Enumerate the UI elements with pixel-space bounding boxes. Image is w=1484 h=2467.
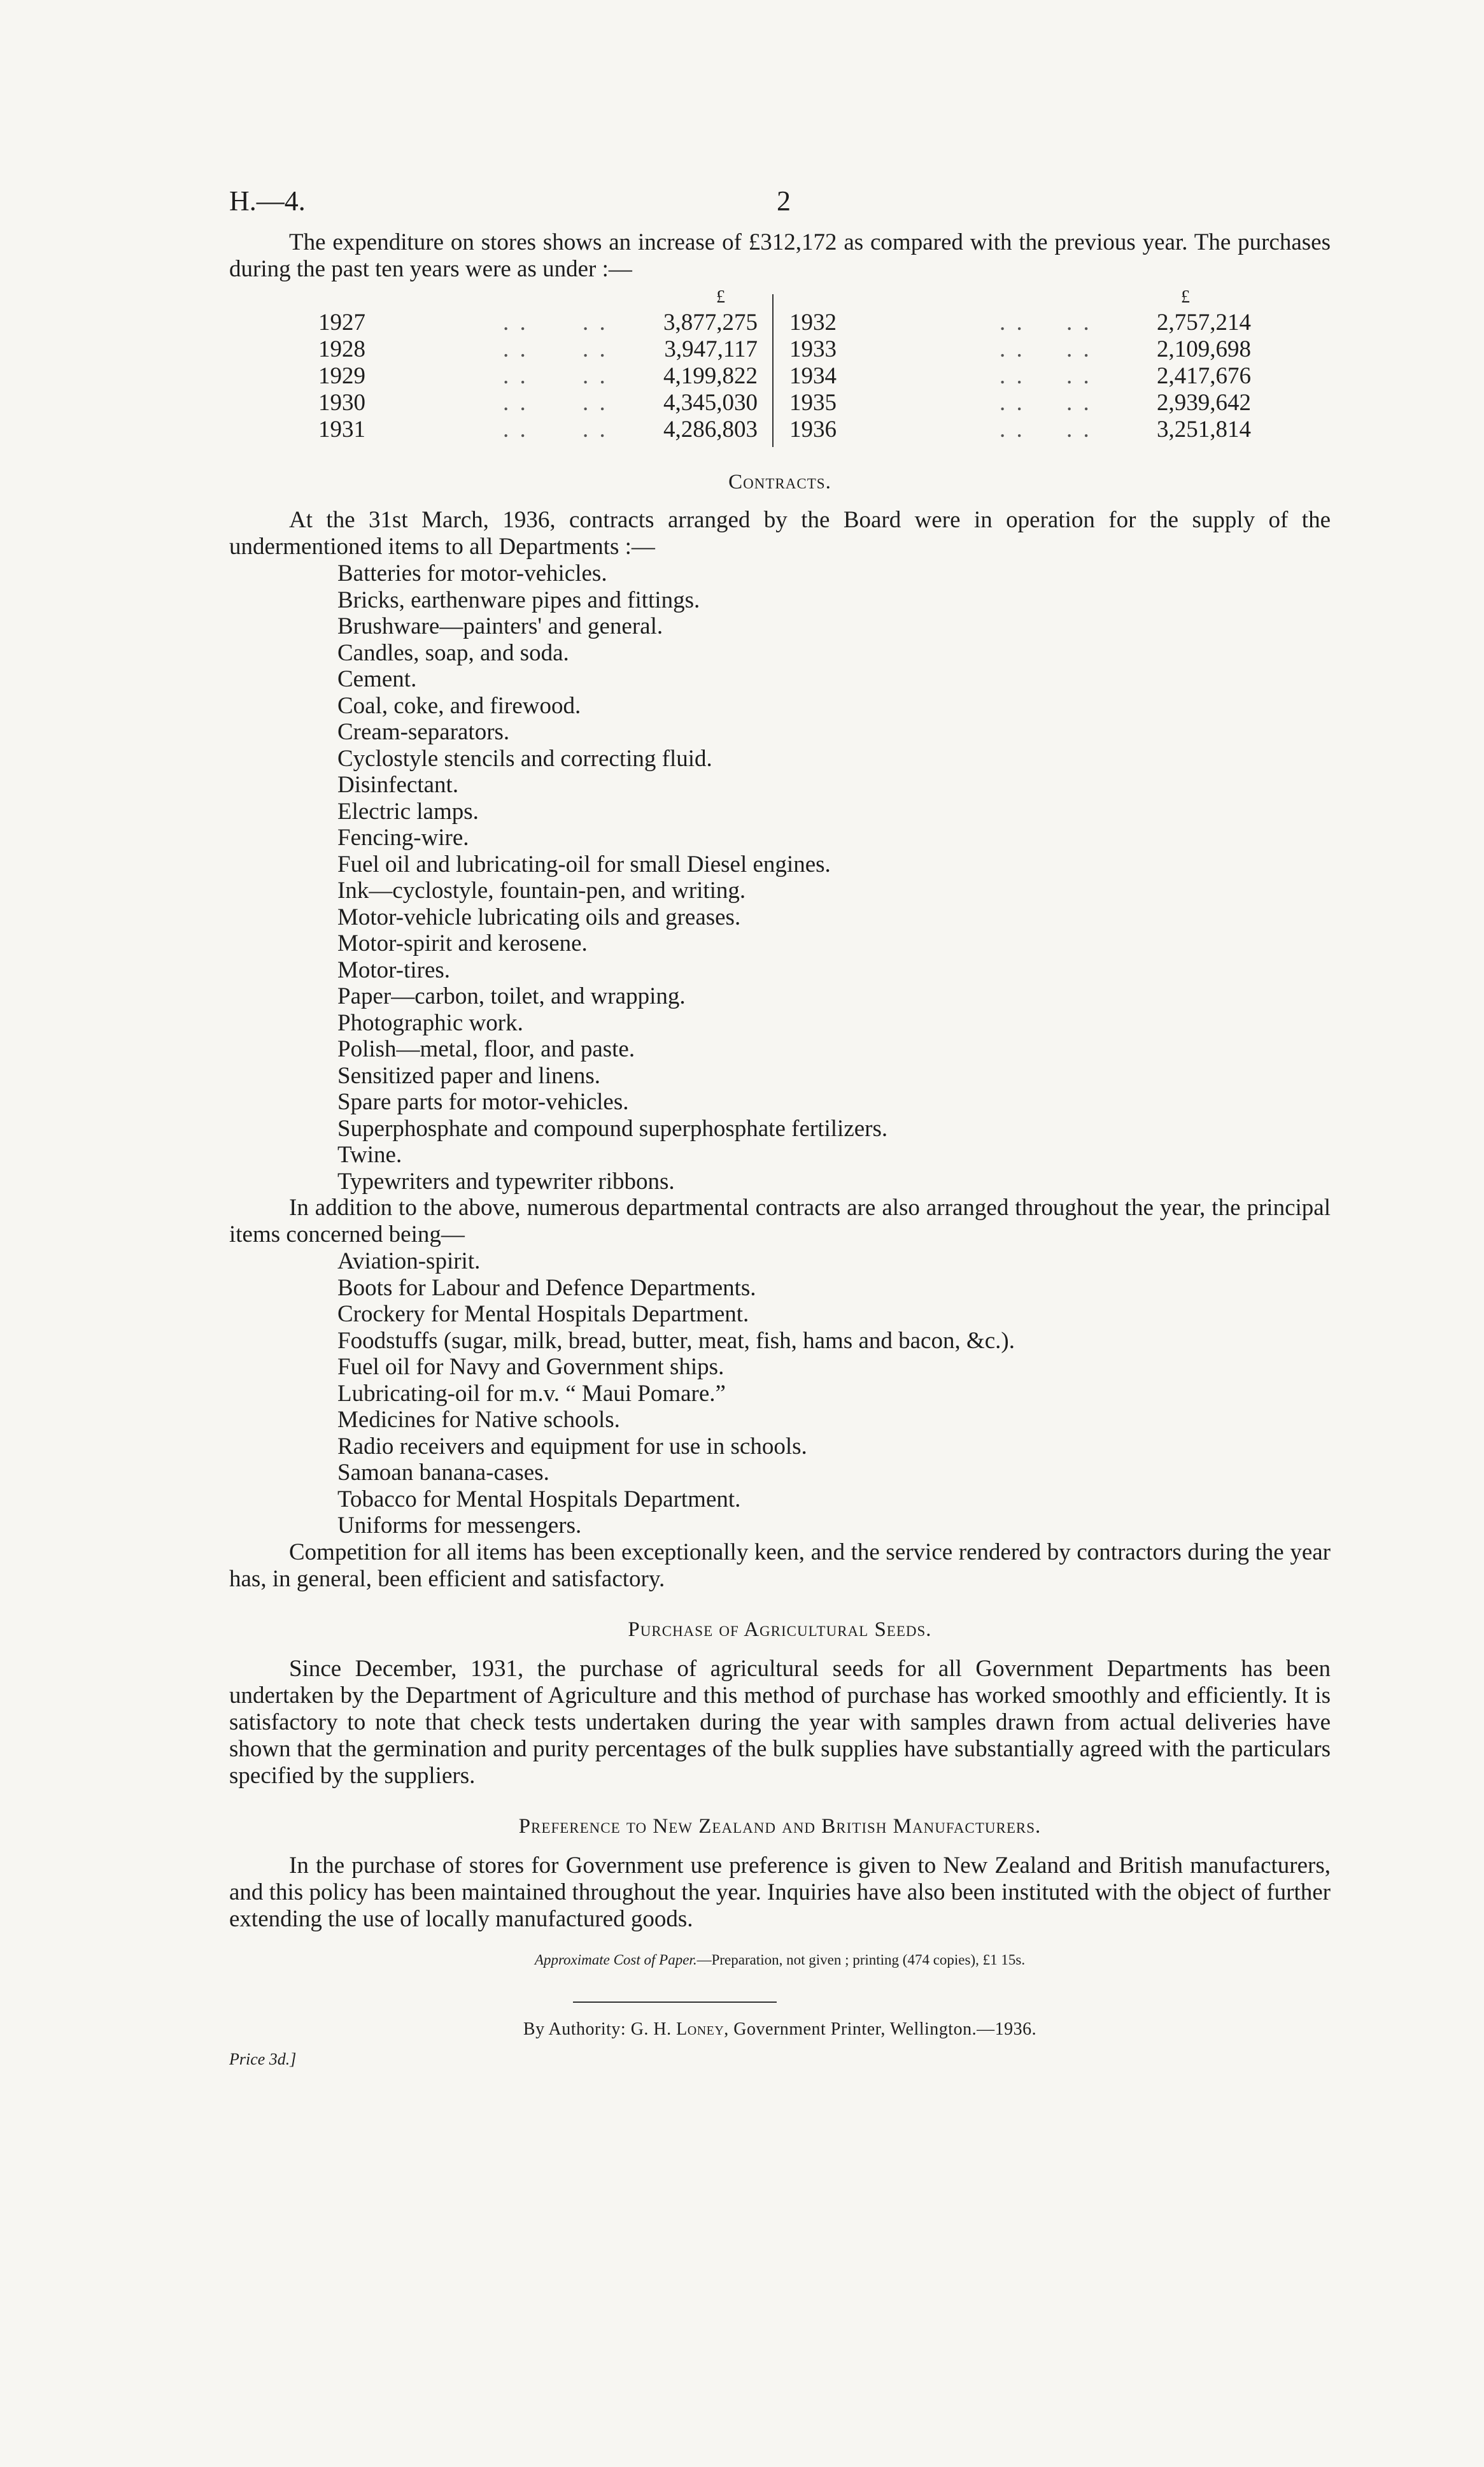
- list-item: Foodstuffs (sugar, milk, bread, butter, meat, fish, hams and bacon, &c.).: [337, 1327, 1015, 1354]
- leader-dots: . .: [583, 309, 608, 336]
- purchase-row: [318, 336, 758, 363]
- purchase-amount: 3,251,814: [1157, 416, 1251, 443]
- purchases-right-rows: [789, 309, 1251, 443]
- leader-dots: . .: [583, 363, 608, 389]
- list-item: Cream-separators.: [337, 719, 510, 745]
- document-reference: H.—4.: [229, 185, 306, 217]
- purchase-row: [318, 309, 758, 336]
- leader-dots: . .: [583, 416, 608, 443]
- authority-suffix: , Government Printer, Wellington.—1936.: [724, 2019, 1037, 2039]
- leader-dots: . .: [503, 336, 528, 362]
- leader-dots: . .: [1066, 390, 1092, 416]
- purchase-row: [789, 416, 1251, 443]
- seeds-paragraph: Since December, 1931, the purchase of agricultural seeds for all Government Departments has been undertaken by the Department of Agriculture and this method of purchase has worked smoothly and efficiently. It is satisfactory to note that check tests undertaken during the year with samples drawn from actual deliveries have shown that the germination and purity percentages of the bulk supplies have substantially agreed with the particulars specified by the suppliers.: [229, 1655, 1331, 1789]
- list-item: Ink—cyclostyle, fountain-pen, and writing.: [337, 878, 746, 904]
- leader-dots: . .: [1000, 363, 1025, 389]
- list-item: Motor-vehicle lubricating oils and greases.: [337, 904, 741, 930]
- currency-label: £: [1181, 287, 1190, 307]
- leader-dots: . .: [503, 363, 528, 389]
- cost-label: Approximate Cost of Paper.: [534, 1951, 697, 1968]
- purchase-row: [318, 390, 758, 416]
- leader-dots: . .: [1000, 309, 1025, 336]
- leader-dots: . .: [1066, 336, 1092, 362]
- intro-paragraph: The expenditure on stores shows an increase of £312,172 as compared with the previous year. The purchases during the past ten years were as under :—: [229, 229, 1331, 282]
- preference-paragraph: In the purchase of stores for Government use preference is given to New Zealand and British manufacturers, and this policy has been maintained throughout the year. Inquiries have also been instituted with the object of further extending the use of locally manufactured goods.: [229, 1852, 1331, 1932]
- purchase-year: 1927: [318, 309, 365, 336]
- list-item: Disinfectant.: [337, 772, 459, 798]
- leader-dots: . .: [1000, 390, 1025, 416]
- list-item: Motor-spirit and kerosene.: [337, 930, 588, 956]
- purchase-year: 1936: [789, 416, 837, 443]
- currency-label: £: [716, 287, 725, 307]
- competition-paragraph: Competition for all items has been exceptionally keen, and the service rendered by contractors during the year has, in general, been efficient and satisfactory.: [229, 1539, 1331, 1592]
- purchase-row: [318, 363, 758, 390]
- list-item: Samoan banana-cases.: [337, 1460, 549, 1486]
- list-item: Sensitized paper and linens.: [337, 1062, 601, 1089]
- list-item: Coal, coke, and firewood.: [337, 692, 581, 719]
- purchase-year: 1932: [789, 309, 837, 336]
- leader-dots: . .: [503, 390, 528, 416]
- list-item: Boots for Labour and Defence Departments.: [337, 1274, 756, 1301]
- purchase-amount: 4,345,030: [663, 390, 758, 416]
- list-item: Candles, soap, and soda.: [337, 639, 569, 666]
- purchase-year: 1934: [789, 363, 837, 389]
- list-item: Medicines for Native schools.: [337, 1407, 620, 1433]
- cost-text: —Preparation, not given ; printing (474 copies), £1 15s.: [696, 1951, 1026, 1968]
- column-divider: [772, 294, 774, 447]
- list-item: Bricks, earthenware pipes and fittings.: [337, 587, 700, 613]
- list-item: Spare parts for motor-vehicles.: [337, 1089, 629, 1115]
- contract-items-list: [229, 560, 1331, 1195]
- list-item: Superphosphate and compound superphosphate fertilizers.: [337, 1115, 888, 1142]
- list-item: Aviation-spirit.: [337, 1248, 481, 1274]
- footer-rule: [573, 2001, 777, 2003]
- leader-dots: . .: [583, 336, 608, 362]
- list-item: Motor-tires.: [337, 956, 451, 983]
- preference-heading: Preference to New Zealand and British Manufacturers.: [518, 1814, 1042, 1838]
- list-item: Electric lamps.: [337, 798, 479, 825]
- purchase-row: [789, 390, 1251, 416]
- purchase-year: 1929: [318, 363, 365, 389]
- leader-dots: . .: [583, 390, 608, 416]
- purchase-row: [789, 363, 1251, 390]
- purchase-row: [789, 336, 1251, 363]
- list-item: Photographic work.: [337, 1009, 523, 1036]
- list-item: Fencing-wire.: [337, 825, 469, 851]
- purchase-amount: 2,939,642: [1157, 390, 1251, 416]
- list-item: Radio receivers and equipment for use in schools.: [337, 1433, 807, 1460]
- list-item: Fuel oil for Navy and Government ships.: [337, 1354, 724, 1380]
- purchase-year: 1931: [318, 416, 365, 443]
- leader-dots: . .: [503, 309, 528, 336]
- list-item: Cyclostyle stencils and correcting fluid.: [337, 745, 712, 772]
- leader-dots: . .: [1000, 336, 1025, 362]
- list-item: Typewriters and typewriter ribbons.: [337, 1168, 675, 1195]
- contracts-heading: Contracts.: [728, 471, 831, 494]
- list-item: Lubricating-oil for m.v. “ Maui Pomare.”: [337, 1380, 726, 1407]
- departmental-items-list: [229, 1248, 1331, 1539]
- purchase-amount: 2,417,676: [1157, 363, 1251, 389]
- purchase-amount: 3,947,117: [664, 336, 758, 362]
- price-note: Price 3d.]: [229, 2049, 297, 2068]
- purchase-year: 1933: [789, 336, 837, 362]
- purchase-amount: 2,757,214: [1157, 309, 1251, 336]
- list-item: Fuel oil and lubricating-oil for small Diesel engines.: [337, 851, 831, 878]
- page-header: [229, 185, 1331, 229]
- list-item: Twine.: [337, 1142, 402, 1168]
- purchase-year: 1928: [318, 336, 365, 362]
- purchase-amount: 2,109,698: [1157, 336, 1251, 362]
- leader-dots: . .: [503, 416, 528, 443]
- purchase-amount: 3,877,275: [663, 309, 758, 336]
- list-item: Brushware—painters' and general.: [337, 613, 663, 639]
- list-item: Cement.: [337, 666, 417, 692]
- purchase-amount: 4,286,803: [663, 416, 758, 443]
- page-number: 2: [777, 185, 791, 217]
- leader-dots: . .: [1066, 363, 1092, 389]
- authority-prefix: By Authority:: [523, 2019, 626, 2039]
- list-item: Crockery for Mental Hospitals Department.: [337, 1301, 749, 1327]
- list-item: Polish—metal, floor, and paste.: [337, 1036, 635, 1062]
- leader-dots: . .: [1066, 309, 1092, 336]
- purchases-left-rows: [318, 309, 758, 443]
- printer-name: G. H. Loney: [630, 2019, 724, 2039]
- seeds-heading: Purchase of Agricultural Seeds.: [628, 1617, 932, 1641]
- purchase-row: [789, 309, 1251, 336]
- contracts-intro: At the 31st March, 1936, contracts arranged by the Board were in operation for the supply of the undermentioned items to all Departments :—: [229, 507, 1331, 560]
- list-item: Uniforms for messengers.: [337, 1512, 582, 1539]
- list-item: Tobacco for Mental Hospitals Department.: [337, 1486, 741, 1512]
- purchase-year: 1930: [318, 390, 365, 416]
- list-item: Batteries for motor-vehicles.: [337, 560, 607, 587]
- purchase-row: [318, 416, 758, 443]
- purchase-amount: 4,199,822: [663, 363, 758, 389]
- leader-dots: . .: [1000, 416, 1025, 443]
- document-page: [229, 185, 1331, 2069]
- list-item: Paper—carbon, toilet, and wrapping.: [337, 983, 686, 1009]
- leader-dots: . .: [1066, 416, 1092, 443]
- authority-line: [229, 2019, 1331, 2040]
- cost-of-paper-note: [229, 1952, 1331, 1968]
- purchases-table: [229, 288, 1331, 457]
- purchase-year: 1935: [789, 390, 837, 416]
- departmental-intro: In addition to the above, numerous departmental contracts are also arranged throughout the year, the principal items concerned being—: [229, 1195, 1331, 1248]
